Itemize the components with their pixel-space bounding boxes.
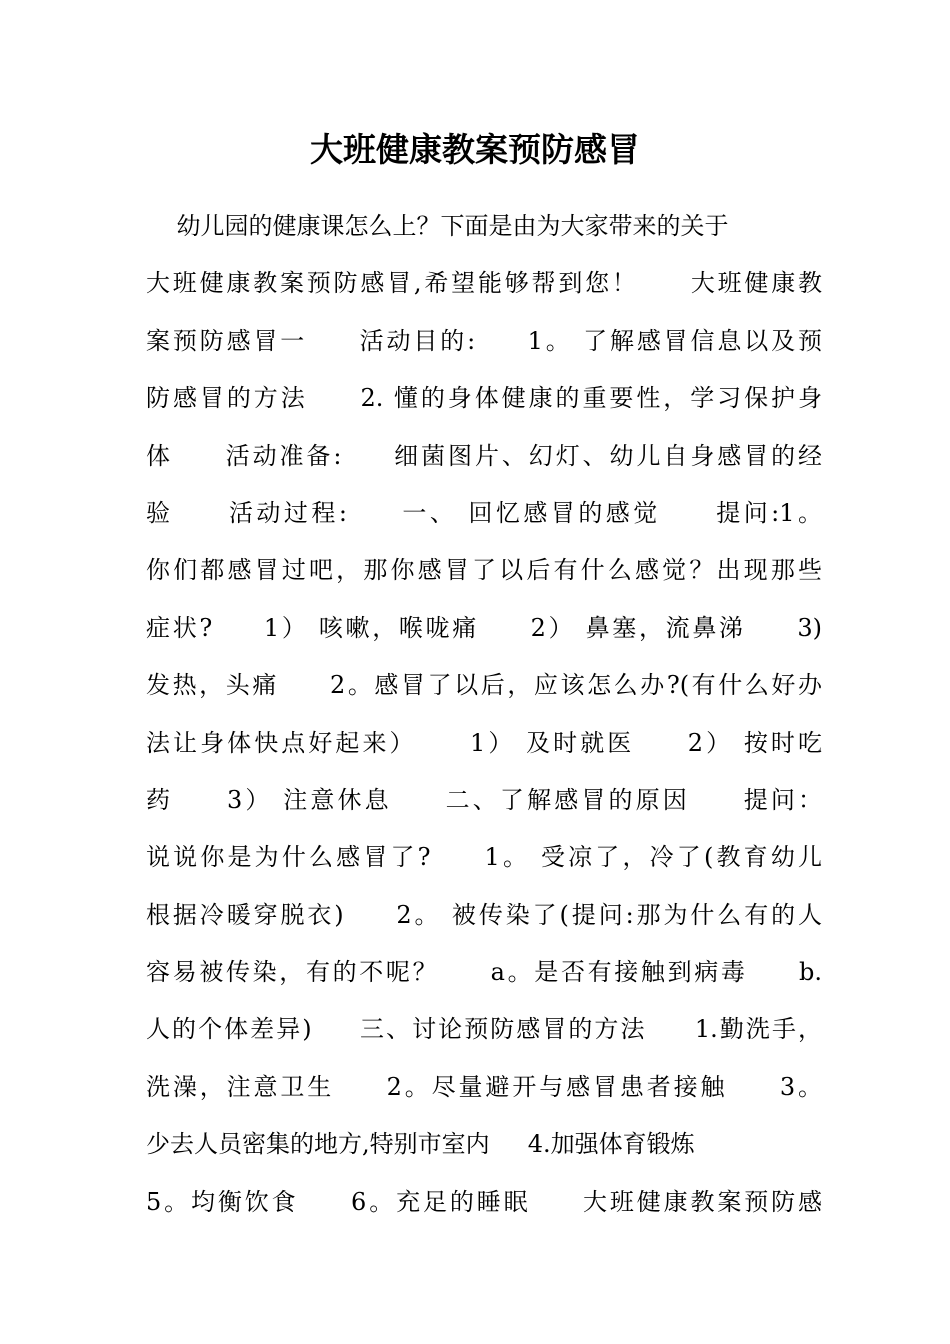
body-line: 根据冷暖穿脱衣) 2。 被传染了(提问:那为什么有的人 [146, 900, 822, 929]
body-line: 发热，头痛 2。感冒了以后，应该怎么办?(有什么好办 [146, 671, 822, 700]
body-line: 防感冒的方法 2. 懂的身体健康的重要性，学习保护身 [146, 384, 822, 413]
body-line: 说说你是为什么感冒了? 1。 受凉了，冷了(教育幼儿 [146, 843, 822, 872]
body-line: 验 活动过程: 一、 回忆感冒的感觉 提问:1。 [146, 498, 822, 527]
body-line: 大班健康教案预防感冒,希望能够帮到您！ 大班健康教 [146, 269, 822, 298]
body-line: 体 活动准备: 细菌图片、幻灯、幼儿自身感冒的经 [146, 441, 822, 470]
body-line: 你们都感冒过吧，那你感冒了以后有什么感觉？出现那些 [146, 556, 822, 585]
document-title: 大班健康教案预防感冒 [310, 130, 640, 169]
document-body [146, 198, 822, 1231]
body-line: 5。均衡饮食 6。充足的睡眠 大班健康教案预防感 [146, 1187, 822, 1216]
body-line: 症状? 1） 咳嗽，喉咙痛 2） 鼻塞，流鼻涕 3) [146, 613, 822, 642]
body-line: 少去人员密集的地方,特别市室内 4.加强体育锻炼 [146, 1130, 695, 1159]
body-line: 洗澡，注意卫生 2。尽量避开与感冒患者接触 3。 [146, 1072, 822, 1101]
body-line: 人的个体差异) 三、讨论预防感冒的方法 1.勤洗手， [146, 1015, 822, 1044]
body-line: 法让身体快点好起来） 1） 及时就医 2） 按时吃 [146, 728, 822, 757]
body-line: 容易被传染，有的不呢？ a。是否有接触到病毒 b. [146, 958, 822, 987]
body-line: 案预防感冒一 活动目的: 1。 了解感冒信息以及预 [146, 326, 822, 355]
body-line: 幼儿园的健康课怎么上？下面是由为大家带来的关于 [146, 212, 729, 240]
body-line: 药 3） 注意休息 二、了解感冒的原因 提问： [146, 785, 822, 814]
